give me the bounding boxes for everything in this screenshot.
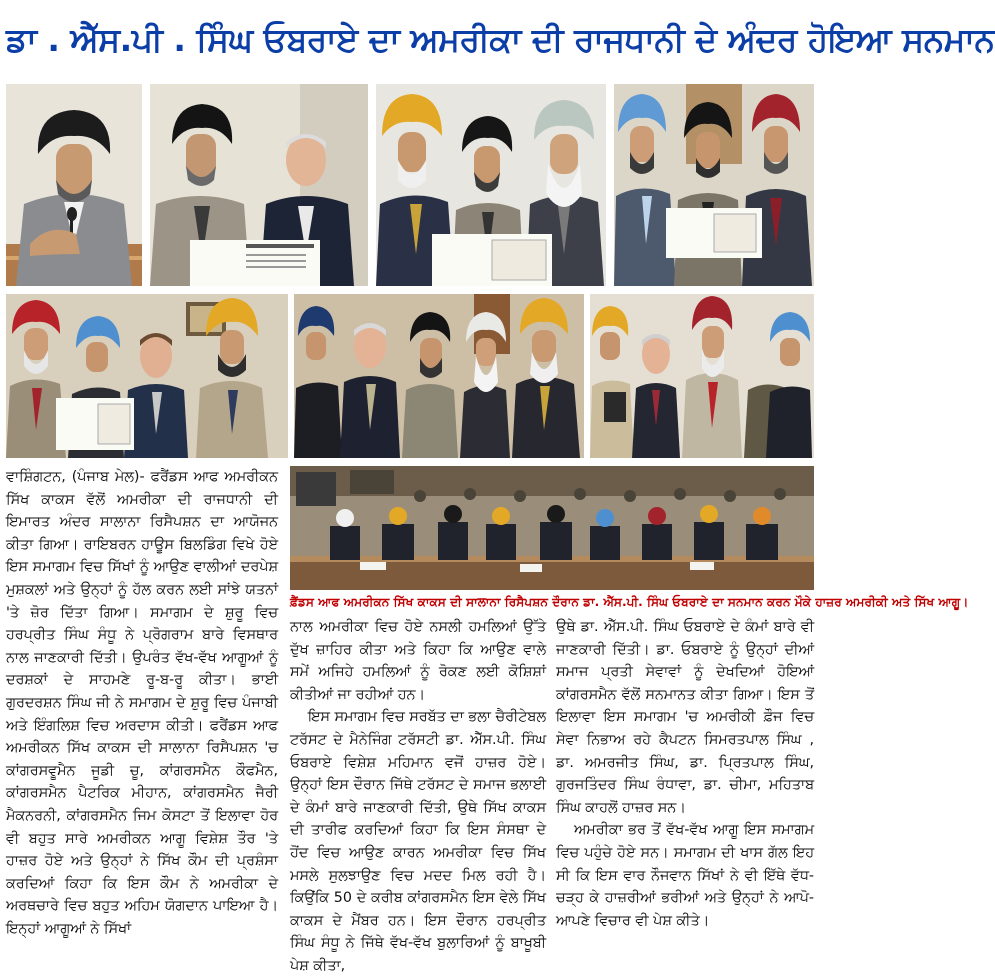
article-col1-paragraph: ਵਾਸ਼ਿੰਗਟਨ, (ਪੰਜਾਬ ਮੇਲ)- ਫਰੈਂਡਸ ਆਫ ਅਮਰੀਕਨ ਸਿੱਖ ਕਾਕਸ ਵੱਲੋਂ ਅਮਰੀਕਾ ਦੀ ਰਾਜਧਾਨੀ ਦੀ ਇਮਾਰਤ ਅੰਦਰ ਸਾਲਾਨਾ ਰਿਸੈਪਸ਼ਨ ਦਾ ਆਯੋਜਨ ਕੀਤਾ ਗਿਆ। ਰਾਇਬਰਨ ਹਾਊਸ ਬਿਲਡਿੰਗ ਵਿਖੇ ਹੋਏ ਇਸ ਸਮਾਗਮ ਵਿਚ ਸਿੱਖਾਂ ਨੂੰ ਆਉਣ ਵਾਲੀਆਂ ਦਰਪੇਸ਼ ਮੁਸ਼ਕਲਾਂ ਅਤੇ ਉਨ੍ਹਾਂ ਨੂੰ ਹੱਲ ਕਰਨ ਲਈ ਸਾਂਝੇ ਯਤਨਾਂ 'ਤੇ ਜ਼ੋਰ ਦਿੱਤਾ ਗਿਆ। ਸਮਾਗਮ ਦੇ ਸ਼ੁਰੂ ਵਿਚ ਹਰਪ੍ਰੀਤ ਸਿੰਘ ਸੰਧੂ ਨੇ ਪ੍ਰੋਗਰਾਮ ਬਾਰੇ ਵਿਸਥਾਰ ਨਾਲ ਜਾਣਕਾਰੀ ਦਿੱਤੀ। ਉਪਰੰਤ ਵੱਖ-ਵੱਖ ਆਗੂਆਂ ਨੂੰ ਦਰਸ਼ਕਾਂ ਦੇ ਸਾਹਮਣੇ ਰੂ-ਬ-ਰੂ ਕੀਤਾ। ਭਾਈ ਗੁਰਦਰਸ਼ਨ ਸਿੰਘ ਜੀ ਨੇ ਸਮਾਗਮ ਦੇ ਸ਼ੁਰੂ ਵਿਚ ਪੰਜਾਬੀ ਅਤੇ ਇੰਗਲਿਸ਼ ਵਿਚ ਅਰਦਾਸ ਕੀਤੀ। ਫਰੈਂਡਸ ਆਫ ਅਮਰੀਕਨ ਸਿੱਖ ਕਾਕਸ ਦੀ ਸਾਲਾਨਾ ਰਿਸੈਪਸ਼ਨ 'ਚ ਕਾਂਗਰਸਵੂਮੈਨ ਜੂਡੀ ਚੂ, ਕਾਂਗਰਸਮੈਨ ਕੌਫਮੈਨ, ਕਾਂਗਰਸਮੈਨ ਪੈਟਰਿਕ ਮੀਹਾਨ, ਕਾਂਗਰਸਮੈਨ ਜੈਰੀ ਮੈਕਨਰਨੀ, ਕਾਂਗਰਸਮੈਨ ਜਿਮ ਕੋਸਟਾ ਤੋਂ ਇਲਾਵਾ ਹੋਰ ਵੀ ਬਹੁਤ ਸਾਰੇ ਅਮਰੀਕਨ ਆਗੂ ਵਿਸ਼ੇਸ਼ ਤੌਰ 'ਤੇ ਹਾਜ਼ਰ ਹੋਏ ਅਤੇ ਉਨ੍ਹਾਂ ਨੇ ਸਿੱਖ ਕੌਮ ਦੀ ਪ੍ਰਸ਼ੰਸਾ ਕਰਦਿਆਂ ਕਿਹਾ ਕਿ ਇਸ ਕੌਮ ਨੇ ਅਮਰੀਕਾ ਦੇ ਅਰਥਚਾਰੇ ਵਿਚ ਬਹੁਤ ਅਹਿਮ ਯੋਗਦਾਨ ਪਾਇਆ ਹੈ। ਇਨ੍ਹਾਂ ਆਗੂਆਂ ਨੇ ਸਿੱਖਾਂ <box>6 469 278 937</box>
photo-group-certificate-3 <box>6 294 288 458</box>
photo-audience-hall <box>290 466 814 590</box>
photo-group-standing <box>590 294 814 458</box>
article-col3-paragraph-1: ਉਥੇ ਡਾ. ਐੱਸ.ਪੀ. ਸਿੰਘ ਓਬਰਾਏ ਦੇ ਕੰਮਾਂ ਬਾਰੇ ਵੀ ਜਾਣਕਾਰੀ ਦਿੱਤੀ। ਡਾ. ਓਬਰਾਏ ਨੂੰ ਉਨ੍ਹਾਂ ਦੀਆਂ ਸਮਾਜ ਪ੍ਰਤੀ ਸੇਵਾਵਾਂ ਨੂੰ ਦੇਖਦਿਆਂ ਹੋਇਆਂ ਕਾਂਗਰਸਮੈਨ ਵੱਲੋਂ ਸਨਮਾਨਤ ਕੀਤਾ ਗਿਆ। ਇਸ ਤੋਂ ਇਲਾਵਾ ਇਸ ਸਮਾਗਮ 'ਚ ਅਮਰੀਕੀ ਫ਼ੌਜ ਵਿਚ ਸੇਵਾ ਨਿਭਾਅ ਰਹੇ ਕੈਪਟਨ ਸਿਮਰਤਪਾਲ ਸਿੰਘ , ਡਾ. ਅਮਰਜੀਤ ਸਿੰਘ, ਡਾ. ਪ੍ਰਿਤਪਾਲ ਸਿੰਘ, ਗੁਰਜਤਿੰਦਰ ਸਿੰਘ ਰੰਧਾਵਾ, ਡਾ. ਚੀਮਾ, ਮਹਿਤਾਬ ਸਿੰਘ ਕਾਹਲੋਂ ਹਾਜ਼ਰ ਸਨ। <box>556 619 814 816</box>
article-col2-paragraph-1: ਨਾਲ ਅਮਰੀਕਾ ਵਿਚ ਹੋਏ ਨਸਲੀ ਹਮਲਿਆਂ ਉੱਤੇ ਦੁੱਖ ਜ਼ਾਹਿਰ ਕੀਤਾ ਅਤੇ ਕਿਹਾ ਕਿ ਆਉਣ ਵਾਲੇ ਸਮੇਂ ਅਜਿਹੇ ਹਮਲਿਆਂ ਨੂੰ ਰੋਕਣ ਲਈ ਕੋਸ਼ਿਸ਼ਾਂ ਕੀਤੀਆਂ ਜਾ ਰਹੀਆਂ ਹਨ। <box>290 619 546 703</box>
article-column-3 <box>556 616 814 956</box>
group-illustration-standing <box>590 294 814 458</box>
photo-group-certificate-2 <box>614 84 814 286</box>
article-col3-paragraph-2: ਅਮਰੀਕਾ ਭਰ ਤੋਂ ਵੱਖ-ਵੱਖ ਆਗੂ ਇਸ ਸਮਾਗਮ ਵਿਚ ਪਹੁੰਚੇ ਹੋਏ ਸਨ। ਸਮਾਗਮ ਦੀ ਖਾਸ ਗੱਲ ਇਹ ਸੀ ਕਿ ਇਸ ਵਾਰ ਨੌਜਵਾਨ ਸਿੱਖਾਂ ਨੇ ਵੀ ਇੱਥੇ ਵੱਧ-ਚੜ੍ਹ ਕੇ ਹਾਜ਼ਰੀਆਂ ਭਰੀਆਂ ਅਤੇ ਉਨ੍ਹਾਂ ਨੇ ਆਪੋ-ਆਪਣੇ ਵਿਚਾਰ ਵੀ ਪੇਸ਼ ਕੀਤੇ। <box>556 822 814 929</box>
group-illustration-1 <box>376 84 606 286</box>
photo-certificate-handover-1 <box>150 84 368 286</box>
headline: ਡਾ . ਐੱਸ.ਪੀ . ਸਿੰਘ ਓਬਰਾਏ ਦਾ ਅਮਰੀਕਾ ਦੀ ਰਾਜਧਾਨੀ ਦੇ ਅੰਦਰ ਹੋਇਆ ਸਨਮਾਨ <box>6 20 995 59</box>
handover-illustration <box>150 84 368 286</box>
group-illustration-office <box>294 294 584 458</box>
article-column-2 <box>290 616 546 974</box>
group-illustration-3 <box>6 294 288 458</box>
photo-caption: ਫ਼ੈਂਡਸ ਆਫ ਅਮਰੀਕਨ ਸਿੱਖ ਕਾਕਸ ਦੀ ਸਾਲਾਨਾ ਰਿਸੈਪਸ਼ਨ ਦੌਰਾਨ ਡਾ. ਐੱਸ.ਪੀ. ਸਿੰਘ ਓਬਰਾਏ ਦਾ ਸਨਮਾਨ ਕਰਨ ਮੌਕੇ ਹਾਜ਼ਰ ਅਮਰੀਕੀ ਅਤੇ ਸਿੱਖ ਆਗੂ। <box>290 595 969 609</box>
article-col2-paragraph-2: ਇਸ ਸਮਾਗਮ ਵਿਚ ਸਰਬੱਤ ਦਾ ਭਲਾ ਚੈਰੀਟੇਬਲ ਟਰੱਸਟ ਦੇ ਮੈਨੇਜਿੰਗ ਟਰੱਸਟੀ ਡਾ. ਐੱਸ.ਪੀ. ਸਿੰਘ ਓਬਰਾਏ ਵਿਸ਼ੇਸ਼ ਮਹਿਮਾਨ ਵਜੋਂ ਹਾਜ਼ਰ ਹੋਏ। ਉਨ੍ਹਾਂ ਇਸ ਦੌਰਾਨ ਜਿੱਥੇ ਟਰੱਸਟ ਦੇ ਸਮਾਜ ਭਲਾਈ ਦੇ ਕੰਮਾਂ ਬਾਰੇ ਜਾਣਕਾਰੀ ਦਿੱਤੀ, ਉਥੇ ਸਿੱਖ ਕਾਕਸ ਦੀ ਤਾਰੀਫ ਕਰਦਿਆਂ ਕਿਹਾ ਕਿ ਇਸ ਸੰਸਥਾ ਦੇ ਹੋਂਦ ਵਿਚ ਆਉਣ ਕਾਰਨ ਅਮਰੀਕਾ ਵਿਚ ਸਿੱਖ ਮਸਲੇ ਸੁਲਝਾਉਣ ਵਿਚ ਮਦਦ ਮਿਲ ਰਹੀ ਹੈ। ਕਿਉਂਕਿ 50 ਦੇ ਕਰੀਬ ਕਾਂਗਰਸਮੈਨ ਇਸ ਵੇਲੇ ਸਿੱਖ ਕਾਕਸ ਦੇ ਮੈਂਬਰ ਹਨ। ਇਸ ਦੌਰਾਨ ਹਰਪ੍ਰੀਤ ਸਿੰਘ ਸੰਧੂ ਨੇ ਜਿੱਥੇ ਵੱਖ-ਵੱਖ ਬੁਲਾਰਿਆਂ ਨੂੰ ਬਾਖੂਬੀ ਪੇਸ਼ ਕੀਤਾ, <box>290 709 546 974</box>
article-column-1 <box>6 466 278 956</box>
portrait-illustration <box>6 84 142 286</box>
photo-oberoi-portrait <box>6 84 142 286</box>
group-illustration-2 <box>614 84 814 286</box>
audience-illustration <box>290 466 814 590</box>
photo-group-office <box>294 294 584 458</box>
photo-group-certificate-1 <box>376 84 606 286</box>
